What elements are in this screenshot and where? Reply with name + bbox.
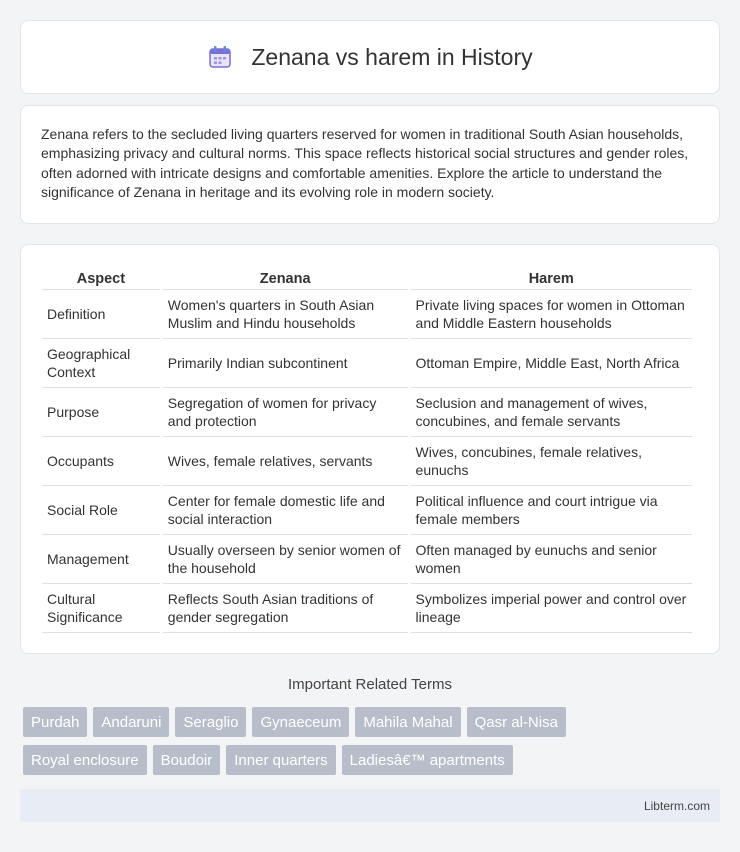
table-row (42, 535, 692, 584)
table-header-row (42, 263, 692, 290)
table-row (42, 437, 692, 486)
tag-gynaeceum[interactable]: Gynaeceum (252, 707, 349, 737)
header-aspect: Aspect (42, 263, 160, 290)
row-zenana: Primarily Indian subcontinent (163, 339, 408, 388)
calendar-icon (207, 44, 233, 70)
page-title: Zenana vs harem in History (251, 43, 533, 70)
table-row (42, 388, 692, 437)
tag-row (23, 745, 723, 775)
table-row (42, 486, 692, 535)
table-row (42, 584, 692, 633)
tag-inner-quarters[interactable]: Inner quarters (226, 745, 335, 775)
footer-site-link[interactable]: Libterm.com (643, 798, 710, 813)
tag-purdah[interactable]: Purdah (23, 707, 87, 737)
row-zenana: Segregation of women for privacy and protection (163, 388, 408, 437)
row-harem: Ottoman Empire, Middle East, North Africa (411, 339, 692, 388)
tag-boudoir[interactable]: Boudoir (153, 745, 221, 775)
row-zenana: Usually overseen by senior women of the household (163, 535, 408, 584)
related-terms-title: Important Related Terms (288, 676, 452, 693)
table-row (42, 339, 692, 388)
tag-row (23, 707, 723, 737)
row-harem: Private living spaces for women in Ottoman and Middle Eastern households (411, 290, 692, 339)
header-zenana: Zenana (163, 263, 408, 290)
row-zenana: Women's quarters in South Asian Muslim and Hindu households (163, 290, 408, 339)
row-harem: Wives, concubines, female relatives, eunuchs (411, 437, 692, 486)
row-aspect: Social Role (42, 486, 160, 535)
intro-text: Zenana refers to the secluded living quarters reserved for women in traditional South Asian households, emphasizing privacy and cultural norms. This space reflects historical social structures and gender roles, often adorned with intricate designs and comfortable amenities. Explore the article to understand the significance of Zenana in heritage and its evolving role in modern society. (41, 126, 689, 200)
row-aspect: Occupants (42, 437, 160, 486)
row-aspect: Geographical Context (42, 339, 160, 388)
row-zenana: Center for female domestic life and social interaction (163, 486, 408, 535)
row-harem: Political influence and court intrigue via female members (411, 486, 692, 535)
footer (20, 789, 720, 822)
table-row (42, 290, 692, 339)
row-aspect: Definition (42, 290, 160, 339)
title-wrap (207, 44, 532, 71)
tag-ladies-apartments[interactable]: Ladiesâ€™ apartments (342, 745, 513, 775)
row-aspect: Management (42, 535, 160, 584)
intro-card (20, 105, 720, 224)
comparison-table-card (20, 244, 720, 654)
row-zenana: Reflects South Asian traditions of gender segregation (163, 584, 408, 633)
tag-seraglio[interactable]: Seraglio (175, 707, 246, 737)
tag-royal-enclosure[interactable]: Royal enclosure (23, 745, 147, 775)
row-harem: Often managed by eunuchs and senior women (411, 535, 692, 584)
related-terms-tags (23, 707, 723, 783)
header-card (20, 20, 720, 94)
tag-mahila-mahal[interactable]: Mahila Mahal (355, 707, 460, 737)
tag-qasr-al-nisa[interactable]: Qasr al-Nisa (467, 707, 566, 737)
row-harem: Symbolizes imperial power and control over lineage (411, 584, 692, 633)
row-aspect: Cultural Significance (42, 584, 160, 633)
tag-andaruni[interactable]: Andaruni (93, 707, 169, 737)
comparison-table (39, 263, 695, 633)
row-zenana: Wives, female relatives, servants (163, 437, 408, 486)
row-aspect: Purpose (42, 388, 160, 437)
header-harem: Harem (411, 263, 692, 290)
row-harem: Seclusion and management of wives, concubines, and female servants (411, 388, 692, 437)
